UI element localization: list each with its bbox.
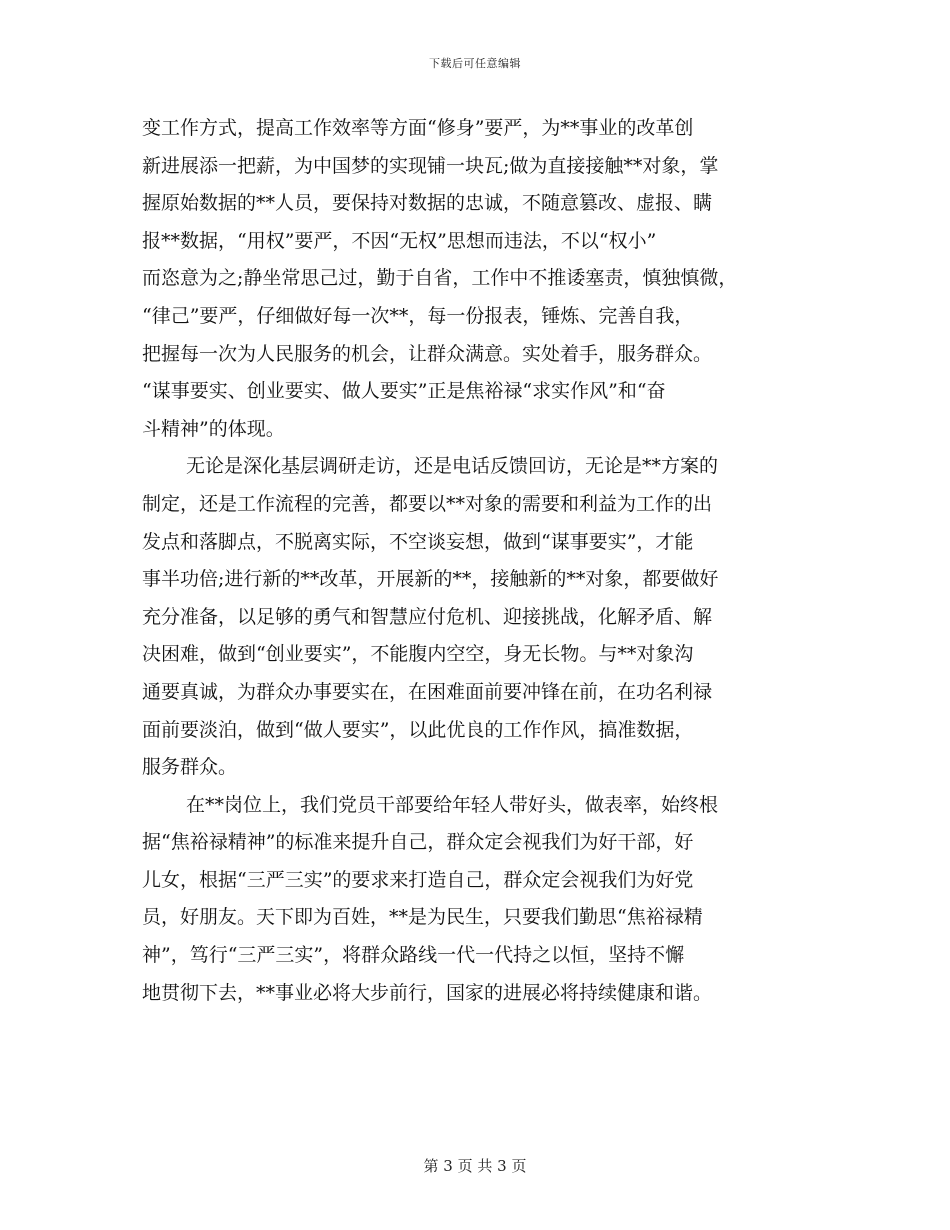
document-body xyxy=(142,110,822,1012)
text-line: 员，好朋友。天下即为百姓，**是为民生，只要我们勤思“焦裕禄精 xyxy=(142,906,703,929)
text-line: 事半功倍;进行新的**改革，开展新的**，接触新的**对象，都要做好 xyxy=(142,568,719,591)
paragraph-first-line: 在**岗位上，我们党员干部要给年轻人带好头，做表率，始终根 xyxy=(186,793,719,816)
text-line: 服务群众。 xyxy=(142,756,238,779)
text-line: 新进展添一把薪，为中国梦的实现铺一块瓦;做为直接接触**对象，掌 xyxy=(142,154,719,177)
paragraph-first-line: 无论是深化基层调研走访，还是电话反馈回访，无论是**方案的 xyxy=(186,455,719,478)
text-line: 神”，笃行“三严三实”，将群众路线一代一代持之以恒，坚持不懈 xyxy=(142,944,685,967)
page-number: 第 3 页 共 3 页 xyxy=(423,1157,527,1175)
text-line: 儿女，根据“三严三实”的要求来打造自己，群众定会视我们为好党 xyxy=(142,868,694,891)
text-line: 通要真诚，为群众办事要实在，在困难面前要冲锋在前，在功名利禄 xyxy=(142,680,713,703)
text-line: 充分准备，以足够的勇气和智慧应付危机、迎接挑战，化解矛盾、解 xyxy=(142,605,713,628)
text-line: 面前要淡泊，做到“做人要实”，以此优良的工作作风，搞准数据， xyxy=(142,718,694,741)
text-line: “谋事要实、创业要实、做人要实”正是焦裕禄“求实作风”和“奋 xyxy=(142,380,666,403)
text-line: 发点和落脚点，不脱离实际，不空谈妄想，做到“谋事要实”，才能 xyxy=(142,530,694,553)
text-line: 报**数据，“用权”要严，不因“无权”思想而违法，不以“权小” xyxy=(142,229,657,252)
text-line: 制定，还是工作流程的完善，都要以**对象的需要和利益为工作的出 xyxy=(142,492,713,515)
text-line: 据“焦裕禄精神”的标准来提升自己，群众定会视我们为好干部，好 xyxy=(142,831,694,854)
text-line: 把握每一次为人民服务的机会，让群众满意。实处着手，服务群众。 xyxy=(142,342,713,365)
text-line: 决困难，做到“创业要实”，不能腹内空空，身无长物。与**对象沟 xyxy=(142,643,694,666)
text-line: 斗精神”的体现。 xyxy=(142,417,285,440)
text-line: “律己”要严，仔细做好每一次**，每一份报表，锤炼、完善自我， xyxy=(142,304,694,327)
text-line: 而恣意为之;静坐常思己过，勤于自省，工作中不推诿塞责，慎独慎微， xyxy=(142,267,738,290)
text-line: 变工作方式，提高工作效率等方面“修身”要严，为**事业的改革创 xyxy=(142,117,694,139)
page-header: 下载后可任意编辑 xyxy=(429,57,521,70)
text-line: 地贯彻下去，**事业必将大步前行，国家的进展必将持续健康和谐。 xyxy=(142,981,713,1004)
text-line: 握原始数据的**人员，要保持对数据的忠诚，不随意篡改、虚报、瞒 xyxy=(142,192,713,215)
